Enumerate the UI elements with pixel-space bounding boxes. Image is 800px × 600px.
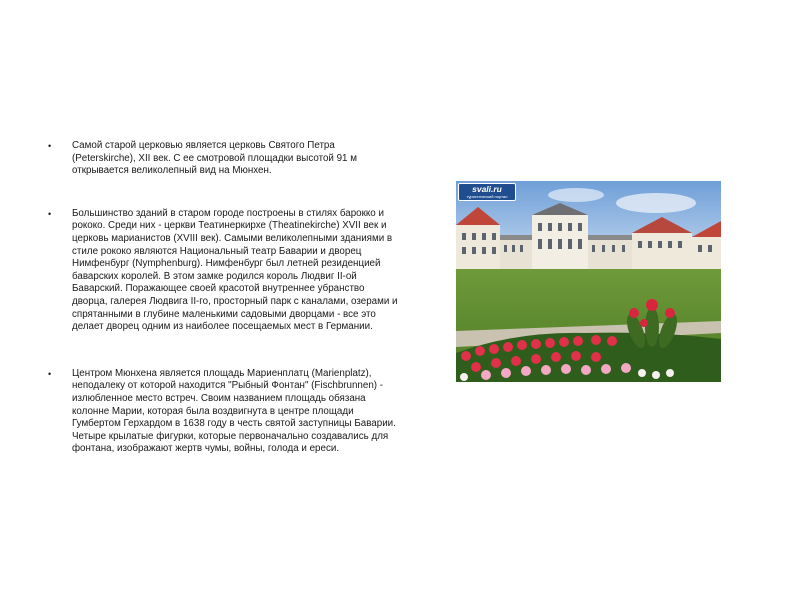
paragraph-text: Большинство зданий в старом городе построены в стилях барокко и рококо. Среди них - церкви Театинеркирхе (Theatinekirche) XVII век и церковь марианистов (XVIII век). Самыми великолепными зданиями в стиле рококо являются Национальный театр Баварии и дворец Нимфенбург (Nymphenburg). Нимфенбург был летней резиденцией баварских королей. В этом замке родился король Людвиг II-ой Баварский. Поражающее своей красотой внутреннее убранство дворца, галерея Людвига II-го, просторный парк с каналами, озерами и спрятанными в глубине маленькими садовыми дворцами - все это делает дворец одним из наиболее посещаемых мест в Германии.: [72, 207, 398, 333]
bullet-marker: •: [48, 141, 52, 151]
svali-logo: [458, 183, 516, 201]
bullet-item-baroque-rococo: [44, 208, 399, 334]
logo-sub-text: туристический портал: [466, 194, 508, 199]
palace-illustration: [456, 181, 721, 382]
bullet-item-peterskirche: [44, 140, 399, 178]
bullet-marker: •: [48, 368, 52, 379]
paragraph-text: Центром Мюнхена является площадь Мариенплатц (Marienplatz), неподалеку от которой находится "Рыбный Фонтан" (Fischbrunnen) - излюбленное место встреч. Своим названием площадь обязана колонне Марии, которая была воздвигнута в центре площади Гумбертом Герхардом в 1638 году в честь святой заступницы Баварии. Четыре крылатые фигурки, которые первоначально создавались для фонтана, изображают жертв чумы, войны, голода и ереси.: [72, 367, 396, 455]
logo-main-text: svali.ru: [472, 184, 502, 194]
text-bullet-list: [44, 140, 399, 456]
bullet-marker: •: [48, 208, 52, 219]
paragraph-text: Самой старой церковью является церковь Святого Петра (Peterskirche), XII век. С ее смотровой площадки высотой 91 м открывается великолепный вид на Мюнхен.: [72, 140, 357, 177]
nymphenburg-palace-photo: [456, 181, 721, 382]
bullet-item-marienplatz: [44, 368, 399, 456]
